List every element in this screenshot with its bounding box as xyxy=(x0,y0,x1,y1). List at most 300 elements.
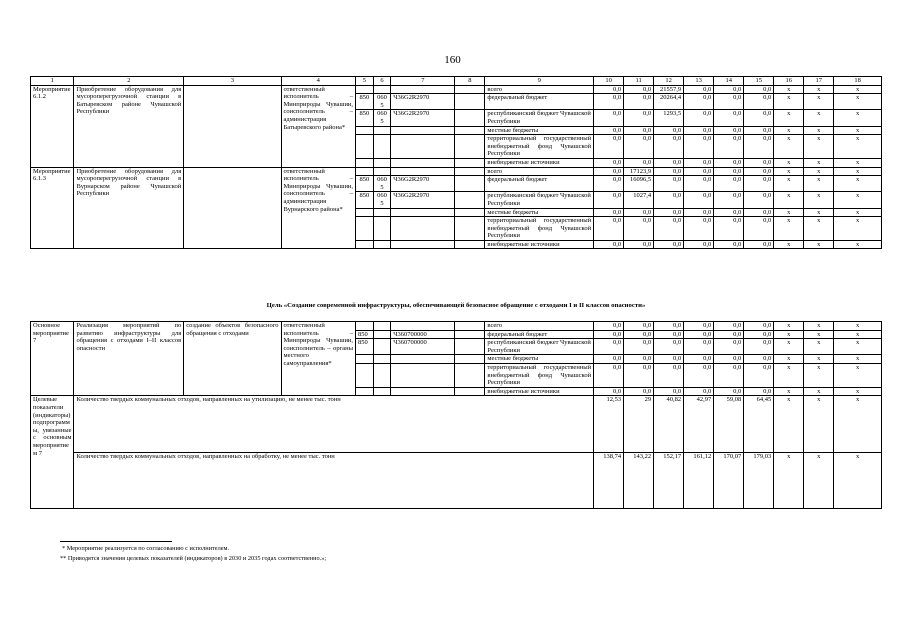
value-cell: x xyxy=(804,158,834,167)
value-cell: x xyxy=(834,176,882,192)
value-cell: 0,0 xyxy=(594,339,624,355)
value-cell: 0,0 xyxy=(744,322,774,331)
col-number: 11 xyxy=(624,77,654,86)
rz-empty xyxy=(373,387,391,396)
indicator-value: 170,07 xyxy=(714,452,744,509)
vr-empty xyxy=(455,110,485,126)
value-cell: x xyxy=(804,110,834,126)
col-number: 13 xyxy=(684,77,714,86)
value-cell: 0,0 xyxy=(714,176,744,192)
value-cell: x xyxy=(834,355,882,364)
grbs-empty xyxy=(356,217,374,241)
value-cell: 0,0 xyxy=(714,330,744,339)
value-cell: 0,0 xyxy=(714,192,744,208)
value-cell: 0,0 xyxy=(624,339,654,355)
value-cell: x xyxy=(804,330,834,339)
indicator-row xyxy=(31,396,882,453)
col-number: 12 xyxy=(654,77,684,86)
value-cell: x xyxy=(834,330,882,339)
value-cell: x xyxy=(804,94,834,110)
vr-empty xyxy=(455,240,485,249)
value-cell: 0,0 xyxy=(624,363,654,387)
vr-empty xyxy=(455,355,485,364)
value-cell: 0,0 xyxy=(684,322,714,331)
indicator-row xyxy=(31,452,882,509)
value-cell: x xyxy=(834,322,882,331)
grbs-empty xyxy=(356,387,374,396)
value-cell: 0,0 xyxy=(594,387,624,396)
rz-code: 0605 xyxy=(373,176,391,192)
value-cell: 0,0 xyxy=(654,208,684,217)
rz-empty xyxy=(373,167,391,176)
csr-empty xyxy=(391,355,455,364)
grbs-empty xyxy=(356,167,374,176)
executor: ответственный исполнитель – Минприроды Чувашии, соисполнитель – администрация Батыревского района* xyxy=(281,85,356,167)
funding-source: местные бюджеты xyxy=(485,126,594,135)
value-cell: 0,0 xyxy=(684,208,714,217)
value-cell: 0,0 xyxy=(654,158,684,167)
csr-empty xyxy=(391,126,455,135)
value-cell: 0,0 xyxy=(744,208,774,217)
value-cell: 0,0 xyxy=(744,330,774,339)
grbs-empty xyxy=(356,240,374,249)
grbs-code: 850 xyxy=(356,339,374,355)
vr-empty xyxy=(455,158,485,167)
csr-code: Ч36G2R2970 xyxy=(391,110,455,126)
budget-table-part-2 xyxy=(30,321,882,509)
funding-source: внебюджетные источники xyxy=(485,240,594,249)
value-cell: 0,0 xyxy=(684,240,714,249)
value-cell: 0,0 xyxy=(684,363,714,387)
indicator-value: x xyxy=(834,452,882,509)
value-cell: 0,0 xyxy=(594,135,624,159)
csr-code: Ч36G2R2970 xyxy=(391,94,455,110)
value-cell: x xyxy=(834,167,882,176)
rz-empty xyxy=(373,158,391,167)
measure-name: Приобретение оборудования для мусороперегрузочной станции в Вурнарском районе Чувашской Республики xyxy=(74,167,184,249)
indicator-text: Количество твердых коммунальных отходов, направленных на утилизацию, не менее тыс. тонн xyxy=(74,396,594,453)
value-cell: x xyxy=(804,85,834,94)
value-cell: 0,0 xyxy=(744,387,774,396)
value-cell: x xyxy=(774,208,804,217)
funding-source: республиканский бюджет Чувашской Республики xyxy=(485,339,594,355)
vr-empty xyxy=(455,176,485,192)
funding-source: местные бюджеты xyxy=(485,208,594,217)
value-cell: 0,0 xyxy=(744,167,774,176)
funding-source: внебюджетные источники xyxy=(485,158,594,167)
value-cell: 0,0 xyxy=(714,387,744,396)
value-cell: 0,0 xyxy=(594,158,624,167)
funding-source: местные бюджеты xyxy=(485,355,594,364)
value-cell: 0,0 xyxy=(594,363,624,387)
vr-empty xyxy=(455,192,485,208)
footnote-2: ** Приводятся значения целевых показателей (индикаторов) в 2030 и 2035 годах соответственно.»; xyxy=(60,555,327,562)
col-number: 10 xyxy=(594,77,624,86)
value-cell: 20264,4 xyxy=(654,94,684,110)
value-cell: 0,0 xyxy=(744,94,774,110)
funding-source: всего xyxy=(485,167,594,176)
value-cell: 0,0 xyxy=(714,339,744,355)
value-cell: 0,0 xyxy=(654,217,684,241)
indicator-value: 40,82 xyxy=(654,396,684,453)
value-cell: x xyxy=(774,126,804,135)
funding-source: всего xyxy=(485,85,594,94)
value-cell: x xyxy=(834,387,882,396)
funding-source: всего xyxy=(485,322,594,331)
value-cell: 0,0 xyxy=(744,110,774,126)
page-number: 160 xyxy=(444,54,461,66)
indicator-value: 152,17 xyxy=(654,452,684,509)
grbs-empty xyxy=(356,135,374,159)
value-cell: x xyxy=(834,85,882,94)
indicator-value: 42,97 xyxy=(684,396,714,453)
rz-code: 0605 xyxy=(373,110,391,126)
value-cell: 0,0 xyxy=(624,158,654,167)
grbs-empty xyxy=(356,208,374,217)
grbs-empty xyxy=(356,126,374,135)
rz-empty xyxy=(373,135,391,159)
funding-source: федеральный бюджет xyxy=(485,330,594,339)
value-cell: 0,0 xyxy=(624,94,654,110)
value-cell: x xyxy=(774,192,804,208)
funding-source: республиканский бюджет Чувашской Республики xyxy=(485,110,594,126)
value-cell: 0,0 xyxy=(714,167,744,176)
value-cell: 0,0 xyxy=(684,126,714,135)
indicator-value: 138,74 xyxy=(594,452,624,509)
value-cell: x xyxy=(804,339,834,355)
funding-source: территориальный государственный внебюджетный фонд Чувашской Республики xyxy=(485,217,594,241)
csr-empty xyxy=(391,167,455,176)
indicator-value: x xyxy=(774,396,804,453)
value-cell: 0,0 xyxy=(654,387,684,396)
vr-empty xyxy=(455,339,485,355)
indicator-value: 179,03 xyxy=(744,452,774,509)
rz-empty xyxy=(373,208,391,217)
vr-empty xyxy=(455,363,485,387)
value-cell: 0,0 xyxy=(654,126,684,135)
csr-empty xyxy=(391,208,455,217)
indicator-value: 64,45 xyxy=(744,396,774,453)
value-cell: 0,0 xyxy=(714,94,744,110)
value-cell: x xyxy=(804,363,834,387)
value-cell: x xyxy=(804,355,834,364)
col-number: 2 xyxy=(74,77,184,86)
value-cell: 0,0 xyxy=(624,322,654,331)
col-number: 8 xyxy=(455,77,485,86)
value-cell: 0,0 xyxy=(744,135,774,159)
value-cell: 0,0 xyxy=(594,110,624,126)
value-cell: 0,0 xyxy=(624,330,654,339)
col-number: 16 xyxy=(774,77,804,86)
value-cell: 1293,5 xyxy=(654,110,684,126)
value-cell: 0,0 xyxy=(684,110,714,126)
indicator-value: x xyxy=(804,396,834,453)
value-cell: x xyxy=(834,339,882,355)
value-cell: 0,0 xyxy=(624,208,654,217)
value-cell: 0,0 xyxy=(654,176,684,192)
measure-id: Мероприятие 6.1.3 xyxy=(31,167,74,249)
value-cell: 0,0 xyxy=(714,363,744,387)
funding-source: федеральный бюджет xyxy=(485,94,594,110)
value-cell: x xyxy=(774,94,804,110)
vr-empty xyxy=(455,126,485,135)
rz-empty xyxy=(373,217,391,241)
vr-empty xyxy=(455,208,485,217)
vr-empty xyxy=(455,330,485,339)
value-cell: 0,0 xyxy=(624,387,654,396)
goal-heading: Цель «Создание современной инфраструктуры, обеспечивающей безопасное обращение с отходами I и II классов опасности» xyxy=(266,302,646,309)
value-cell: 0,0 xyxy=(594,208,624,217)
col-number: 7 xyxy=(391,77,455,86)
vr-empty xyxy=(455,217,485,241)
value-cell: 0,0 xyxy=(594,94,624,110)
value-cell: 0,0 xyxy=(684,217,714,241)
value-cell: x xyxy=(804,208,834,217)
value-cell: 0,0 xyxy=(594,85,624,94)
value-cell: 0,0 xyxy=(714,85,744,94)
grbs-code: 850 xyxy=(356,176,374,192)
value-cell: 0,0 xyxy=(624,135,654,159)
csr-empty xyxy=(391,322,455,331)
indicator-value: 161,12 xyxy=(684,452,714,509)
csr-empty xyxy=(391,217,455,241)
col-number: 18 xyxy=(834,77,882,86)
value-cell: 0,0 xyxy=(594,192,624,208)
rz-empty xyxy=(373,363,391,387)
value-cell: 0,0 xyxy=(654,240,684,249)
value-cell: x xyxy=(834,192,882,208)
indicator-value: 12,53 xyxy=(594,396,624,453)
value-cell: 0,0 xyxy=(654,363,684,387)
grbs-empty xyxy=(356,355,374,364)
indicators-label: Целевые показатели (индикаторы) подпрограммы, увязанные с основным мероприятием 7 xyxy=(31,396,74,509)
value-cell: x xyxy=(774,158,804,167)
indicator-value: x xyxy=(804,452,834,509)
value-cell: x xyxy=(774,135,804,159)
col-number: 4 xyxy=(281,77,356,86)
value-cell: x xyxy=(804,217,834,241)
col-number: 14 xyxy=(714,77,744,86)
value-cell: x xyxy=(804,240,834,249)
measure-name: Приобретение оборудования для мусороперегрузочной станции в Батыревском районе Чувашской Республики xyxy=(74,85,184,167)
csr-code: Ч360700000 xyxy=(391,330,455,339)
rz-code: 0605 xyxy=(373,192,391,208)
value-cell: 0,0 xyxy=(714,135,744,159)
rz-empty xyxy=(373,355,391,364)
grbs-code: 850 xyxy=(356,110,374,126)
value-cell: 0,0 xyxy=(654,167,684,176)
indicator-value: x xyxy=(834,396,882,453)
grbs-empty xyxy=(356,85,374,94)
value-cell: x xyxy=(834,208,882,217)
value-cell: 0,0 xyxy=(714,208,744,217)
value-cell: 0,0 xyxy=(624,85,654,94)
col-number: 17 xyxy=(804,77,834,86)
funding-source: внебюджетные источники xyxy=(485,387,594,396)
value-cell: 0,0 xyxy=(714,217,744,241)
value-cell: x xyxy=(774,240,804,249)
value-cell: 0,0 xyxy=(744,240,774,249)
value-cell: x xyxy=(804,192,834,208)
value-cell: 0,0 xyxy=(624,240,654,249)
task-cell xyxy=(184,85,281,167)
value-cell: x xyxy=(834,363,882,387)
value-cell: 0,0 xyxy=(744,355,774,364)
value-cell: x xyxy=(804,387,834,396)
value-cell: 1027,4 xyxy=(624,192,654,208)
value-cell: 0,0 xyxy=(744,176,774,192)
value-cell: 0,0 xyxy=(684,158,714,167)
table-row xyxy=(31,322,882,331)
measure-name: Реализация мероприятий по развитию инфраструктуры для обращения с отходами I–II классов опасности xyxy=(74,322,184,396)
csr-empty xyxy=(391,135,455,159)
value-cell: x xyxy=(774,339,804,355)
grbs-code: 850 xyxy=(356,192,374,208)
value-cell: 0,0 xyxy=(684,94,714,110)
value-cell: 0,0 xyxy=(744,158,774,167)
rz-empty xyxy=(373,126,391,135)
value-cell: 0,0 xyxy=(624,355,654,364)
footnote-separator xyxy=(60,541,172,542)
value-cell: 0,0 xyxy=(744,192,774,208)
vr-empty xyxy=(455,135,485,159)
funding-source: федеральный бюджет xyxy=(485,176,594,192)
col-number: 1 xyxy=(31,77,74,86)
value-cell: x xyxy=(834,135,882,159)
value-cell: 0,0 xyxy=(744,126,774,135)
value-cell: 0,0 xyxy=(594,176,624,192)
value-cell: x xyxy=(774,217,804,241)
rz-code: 0605 xyxy=(373,94,391,110)
value-cell: 0,0 xyxy=(684,176,714,192)
value-cell: 16096,5 xyxy=(624,176,654,192)
value-cell: x xyxy=(774,167,804,176)
vr-empty xyxy=(455,94,485,110)
value-cell: 0,0 xyxy=(714,355,744,364)
col-number: 9 xyxy=(485,77,594,86)
grbs-code: 850 xyxy=(356,94,374,110)
col-number: 6 xyxy=(373,77,391,86)
value-cell: 0,0 xyxy=(594,126,624,135)
csr-empty xyxy=(391,240,455,249)
csr-empty xyxy=(391,363,455,387)
funding-source: республиканский бюджет Чувашской Республики xyxy=(485,192,594,208)
value-cell: x xyxy=(804,135,834,159)
value-cell: 0,0 xyxy=(684,330,714,339)
csr-empty xyxy=(391,85,455,94)
measure-id: Основное мероприятие 7 xyxy=(31,322,74,396)
value-cell: 0,0 xyxy=(714,110,744,126)
value-cell: 0,0 xyxy=(654,322,684,331)
csr-code: Ч360700000 xyxy=(391,339,455,355)
value-cell: x xyxy=(834,158,882,167)
value-cell: x xyxy=(774,85,804,94)
grbs-code: 850 xyxy=(356,330,374,339)
column-number-row xyxy=(31,77,882,86)
value-cell: 21557,9 xyxy=(654,85,684,94)
vr-empty xyxy=(455,85,485,94)
task-cell xyxy=(184,167,281,249)
grbs-empty xyxy=(356,158,374,167)
table-row xyxy=(31,85,882,94)
value-cell: x xyxy=(834,94,882,110)
csr-code: Ч36G2R2970 xyxy=(391,176,455,192)
value-cell: x xyxy=(774,110,804,126)
indicator-value: 29 xyxy=(624,396,654,453)
rz-empty xyxy=(373,322,391,331)
value-cell: 0,0 xyxy=(684,355,714,364)
executor: ответственный исполнитель – Минприроды Чувашии, соисполнитель – органы местного самоуправления* xyxy=(281,322,356,396)
value-cell: x xyxy=(804,176,834,192)
value-cell: x xyxy=(804,167,834,176)
value-cell: x xyxy=(774,363,804,387)
value-cell: 0,0 xyxy=(594,322,624,331)
value-cell: 0,0 xyxy=(594,355,624,364)
indicator-value: 143,22 xyxy=(624,452,654,509)
value-cell: 0,0 xyxy=(714,322,744,331)
value-cell: x xyxy=(774,176,804,192)
indicator-value: 59,08 xyxy=(714,396,744,453)
value-cell: 0,0 xyxy=(654,355,684,364)
value-cell: 0,0 xyxy=(684,135,714,159)
value-cell: 0,0 xyxy=(594,217,624,241)
value-cell: x xyxy=(774,330,804,339)
funding-source: территориальный государственный внебюджетный фонд Чувашской Республики xyxy=(485,135,594,159)
table-row xyxy=(31,167,882,176)
value-cell: x xyxy=(774,387,804,396)
value-cell: 0,0 xyxy=(744,85,774,94)
grbs-empty xyxy=(356,363,374,387)
value-cell: 0,0 xyxy=(624,217,654,241)
rz-empty xyxy=(373,85,391,94)
executor: ответственный исполнитель – Минприроды Чувашии, соисполнитель – администрация Вурнарского района* xyxy=(281,167,356,249)
value-cell: x xyxy=(804,126,834,135)
rz-empty xyxy=(373,330,391,339)
value-cell: 0,0 xyxy=(594,330,624,339)
csr-code: Ч36G2R2970 xyxy=(391,192,455,208)
vr-empty xyxy=(455,322,485,331)
funding-source: территориальный государственный внебюджетный фонд Чувашской Республики xyxy=(485,363,594,387)
value-cell: 0,0 xyxy=(654,339,684,355)
value-cell: 0,0 xyxy=(684,85,714,94)
value-cell: 0,0 xyxy=(624,126,654,135)
value-cell: 0,0 xyxy=(624,110,654,126)
value-cell: 0,0 xyxy=(594,240,624,249)
value-cell: 0,0 xyxy=(654,330,684,339)
value-cell: 0,0 xyxy=(744,339,774,355)
value-cell: 0,0 xyxy=(714,158,744,167)
value-cell: 0,0 xyxy=(654,135,684,159)
csr-empty xyxy=(391,158,455,167)
col-number: 5 xyxy=(356,77,374,86)
value-cell: 17123,9 xyxy=(624,167,654,176)
value-cell: x xyxy=(834,110,882,126)
footnote-1: * Мероприятие реализуется по согласованию с исполнителем. xyxy=(62,545,230,552)
value-cell: 0,0 xyxy=(684,339,714,355)
value-cell: 0,0 xyxy=(684,192,714,208)
value-cell: x xyxy=(834,126,882,135)
value-cell: x xyxy=(834,217,882,241)
value-cell: 0,0 xyxy=(684,387,714,396)
indicator-text: Количество твердых коммунальных отходов, направленных на обработку, не менее тыс. тонн xyxy=(74,452,594,509)
measure-id: Мероприятие 6.1.2 xyxy=(31,85,74,167)
value-cell: 0,0 xyxy=(654,192,684,208)
rz-empty xyxy=(373,339,391,355)
col-number: 15 xyxy=(744,77,774,86)
csr-empty xyxy=(391,387,455,396)
value-cell: x xyxy=(774,322,804,331)
col-number: 3 xyxy=(184,77,281,86)
